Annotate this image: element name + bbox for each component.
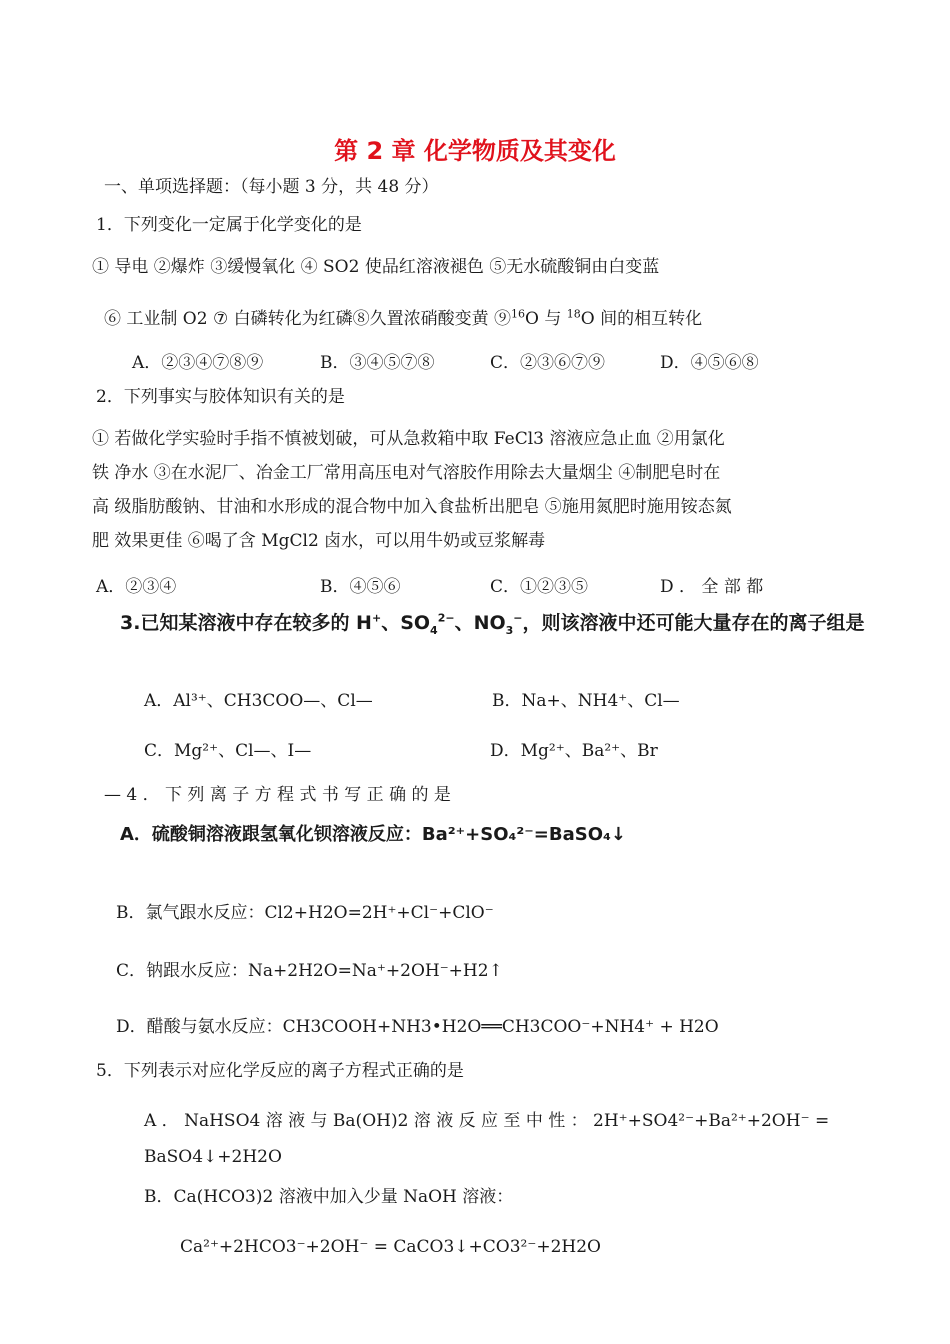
q1-option-b: B．③④⑤⑦⑧ <box>320 353 435 373</box>
q5-option-b-line2: Ca²⁺+2HCO3⁻+2OH⁻ = CaCO3↓+CO3²⁻+2H2O <box>180 1237 601 1257</box>
q1-items-line2: ⑥ 工业制 O2 ⑦ 白磷转化为红磷⑧久置浓硝酸变黄 ⑨$^{16}$O 与 $^{18}$O 间的相互转化 <box>104 307 703 329</box>
q1-option-d: D．④⑤⑥⑧ <box>660 353 759 373</box>
q2-text-line2: 铁 净水 ③在水泥厂、冶金工厂常用高压电对气溶胶作用除去大量烟尘 ④制肥皂时在 <box>92 463 721 483</box>
q2-option-d: D ． 全 部 都 <box>660 577 764 597</box>
q2-option-b: B．④⑤⑥ <box>320 577 401 597</box>
q3-option-d: D．Mg²⁺、Ba²⁺、Br <box>490 741 658 761</box>
q3-option-b: B．Na+、NH4⁺、Cl— <box>492 691 680 711</box>
q1-items-line1: ① 导电 ②爆炸 ③缓慢氧化 ④ SO2 使品红溶液褪色 ⑤无水硫酸铜由白变蓝 <box>92 257 660 277</box>
section-heading: 一、单项选择题：（每小题 3 分，共 48 分） <box>104 177 439 197</box>
q4-stem: — 4 ． 下 列 离 子 方 程 式 书 写 正 确 的 是 <box>104 785 451 805</box>
q2-option-c: C．①②③⑤ <box>490 577 589 597</box>
q1-option-a: A．②③④⑦⑧⑨ <box>132 353 264 373</box>
q4-option-b: B．氯气跟水反应：Cl2+H2O=2H⁺+Cl⁻+ClO⁻ <box>116 903 494 923</box>
q3-option-c: C．Mg²⁺、Cl—、I— <box>144 741 312 761</box>
q5-option-a-line1: A ． NaHSO4 溶 液 与 Ba(OH)2 溶 液 反 应 至 中 性 ： 2H⁺+SO4²⁻+Ba²⁺+2OH⁻ = <box>144 1111 830 1131</box>
q5-option-a-line2: BaSO4↓+2H2O <box>144 1147 282 1167</box>
q5-option-b-line1: B．Ca(HCO3)2 溶液中加入少量 NaOH 溶液： <box>144 1187 514 1207</box>
q3-stem: 3.已知某溶液中存在较多的 H+、$SO_4^{2-}$、$NO_3^-$，则该溶液中还可能大量存在的离子组是 <box>120 611 865 637</box>
q2-text-line4: 肥 效果更佳 ⑥喝了含 MgCl2 卤水，可以用牛奶或豆浆解毒 <box>92 531 546 551</box>
q4-option-c: C．钠跟水反应：Na+2H2O=Na⁺+2OH⁻+H2↑ <box>116 961 503 981</box>
q2-stem: 2．下列事实与胶体知识有关的是 <box>96 387 345 407</box>
q4-option-d: D．醋酸与氨水反应：CH3COOH+NH3•H2O══CH3COO⁻+NH4⁺ + H2O <box>116 1017 719 1037</box>
q2-option-a: A．②③④ <box>96 577 177 597</box>
q2-text-line1: ① 若做化学实验时手指不慎被划破，可从急救箱中取 FeCl3 溶液应急止血 ②用氯化 <box>92 429 725 449</box>
chapter-title: 第 2 章 化学物质及其变化 <box>334 137 616 165</box>
q2-text-line3: 高 级脂肪酸钠、甘油和水形成的混合物中加入食盐析出肥皂 ⑤施用氮肥时施用铵态氮 <box>92 497 732 517</box>
q1-option-c: C．②③⑥⑦⑨ <box>490 353 606 373</box>
q1-stem: 1．下列变化一定属于化学变化的是 <box>96 215 362 235</box>
q5-stem: 5．下列表示对应化学反应的离子方程式正确的是 <box>96 1061 464 1081</box>
q4-option-a: A．硫酸铜溶液跟氢氧化钡溶液反应：Ba²⁺+SO₄²⁻=BaSO₄↓ <box>120 824 626 845</box>
q3-option-a: A．Al³⁺、CH3COO—、Cl— <box>144 691 373 711</box>
